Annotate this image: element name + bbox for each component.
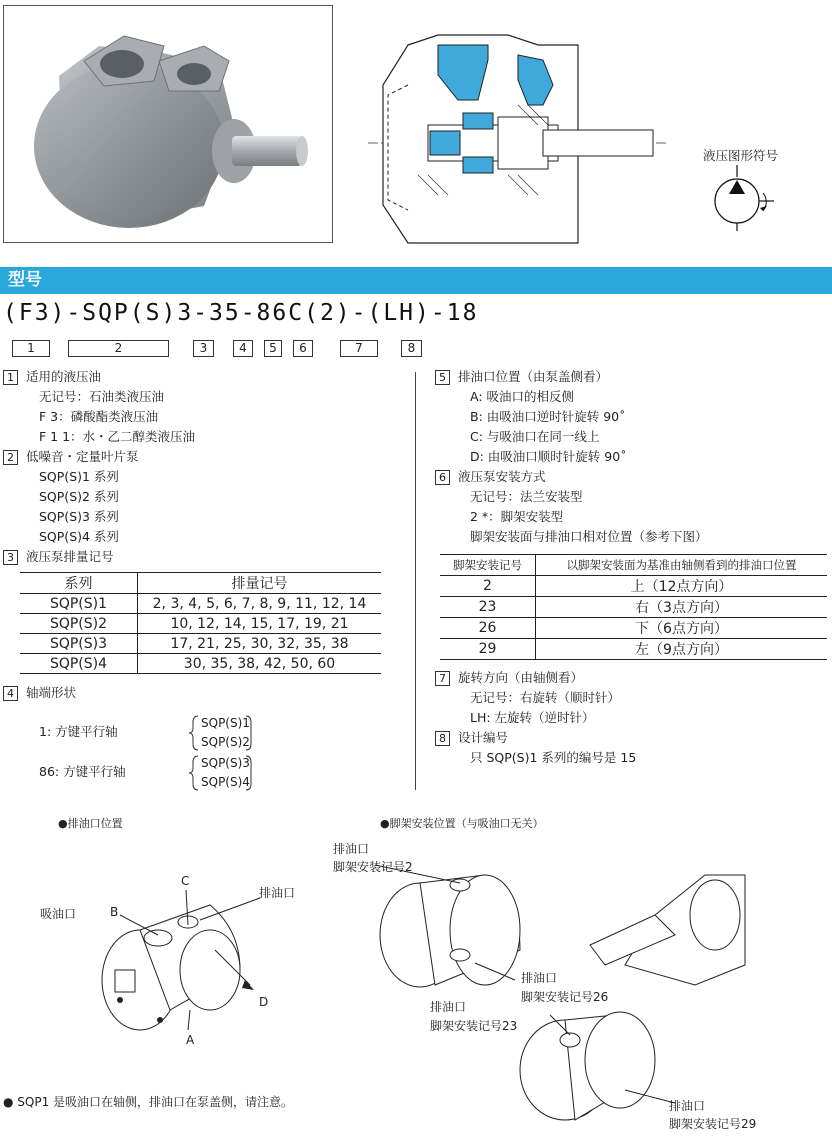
item2-line: SQP(S)1 系列 xyxy=(39,469,119,484)
shaft-series: SQP(S)2 xyxy=(201,735,250,749)
table-row: 2 上（12点方向） xyxy=(440,576,827,597)
shaft-series: SQP(S)4 xyxy=(201,775,250,789)
item5-heading: 5 排油口位置（由泵盖侧看） xyxy=(435,367,608,387)
table-row: SQP(S)1 2, 3, 4, 5, 6, 7, 8, 9, 11, 12, 14 xyxy=(20,594,381,614)
item7-heading: 7 旋转方向（由轴侧看） xyxy=(435,668,583,688)
code-box-3: 3 xyxy=(193,340,214,357)
foot-mark-23-label: 脚架安装记号23 xyxy=(430,1019,518,1033)
code-box-8: 8 xyxy=(401,340,422,357)
code-box-6: 6 xyxy=(293,340,313,357)
table3-header: 系列 xyxy=(20,573,138,594)
item7-line: 无记号：右旋转（顺时针） xyxy=(470,690,621,705)
code-box-7: 7 xyxy=(340,340,378,357)
foot-discharge-label: 排油口 xyxy=(669,1099,706,1113)
section-title: 型号 xyxy=(0,267,832,294)
code-box-2: 2 xyxy=(68,340,169,357)
pump-photo-frame xyxy=(3,5,333,243)
code-box-5: 5 xyxy=(264,340,282,357)
position-label-a: A xyxy=(186,1033,195,1047)
item6-line: 无记号：法兰安装型 xyxy=(470,489,583,504)
item4-heading: 4 轴端形状 xyxy=(3,683,76,703)
shaft-series: SQP(S)1 xyxy=(201,716,250,730)
item5-line: D: 由吸油口顺时针旋转 90˚ xyxy=(470,449,627,464)
column-divider xyxy=(415,372,416,790)
table-row: 23 右（3点方向） xyxy=(440,597,827,618)
item2-heading: 2 低噪音・定量叶片泵 xyxy=(3,447,139,467)
table6-header: 脚架安装记号 xyxy=(440,555,536,576)
foot-mark-2-label: 脚架安装记号2 xyxy=(333,860,413,874)
item5-line: C: 与吸油口在同一线上 xyxy=(470,429,600,444)
foot-mark-26-label: 脚架安装记号26 xyxy=(521,990,609,1004)
table-row: SQP(S)2 10, 12, 14, 15, 17, 19, 21 xyxy=(20,614,381,634)
shaft-series: SQP(S)3 xyxy=(201,756,250,770)
hydraulic-pump-symbol xyxy=(710,165,780,233)
suction-port-label: 吸油口 xyxy=(40,907,77,921)
item8-line: 只 SQP(S)1 系列的编号是 15 xyxy=(470,750,637,765)
foot-mark-29-label: 脚架安装记号29 xyxy=(669,1117,757,1131)
table3-header: 排量记号 xyxy=(138,573,382,594)
table-row: SQP(S)4 30, 35, 38, 42, 50, 60 xyxy=(20,654,381,674)
foot-discharge-label: 排油口 xyxy=(333,842,370,856)
item5-line: A: 吸油口的相反侧 xyxy=(470,389,575,404)
code-box-1: 1 xyxy=(12,340,50,357)
item2-line: SQP(S)2 系列 xyxy=(39,489,119,504)
pump-section-drawing xyxy=(368,5,668,250)
foot-discharge-label: 排油口 xyxy=(430,1000,467,1014)
item2-line: SQP(S)3 系列 xyxy=(39,509,119,524)
displacement-table xyxy=(20,572,381,674)
foot-position-title: ●脚架安装位置（与吸油口无关） xyxy=(380,817,544,830)
model-code: (F3)-SQP(S)3-35-86C(2)-(LH)-18 xyxy=(3,300,479,326)
item6-line: 脚架安装面与排油口相对位置（参考下图） xyxy=(470,529,708,544)
foot-mount-table xyxy=(440,554,827,660)
position-label-c: C xyxy=(181,874,190,888)
table6-header: 以脚架安装面为基准由轴侧看到的排油口位置 xyxy=(536,555,828,576)
item7-line: LH: 左旋转（逆时针） xyxy=(470,710,595,725)
table-row: 29 左（9点方向） xyxy=(440,639,827,660)
position-label-b: B xyxy=(110,905,119,919)
table-row: 26 下（6点方向） xyxy=(440,618,827,639)
code-box-4: 4 xyxy=(233,340,253,357)
discharge-position-title: ●排油口位置 xyxy=(58,817,123,830)
position-label-d: D xyxy=(259,995,269,1009)
bottom-note: ● SQP1 是吸油口在轴侧，排油口在泵盖侧，请注意。 xyxy=(3,1095,294,1109)
item1-line: F 1 1：水・乙二醇类液压油 xyxy=(39,429,196,444)
hydraulic-symbol-label: 液压图形符号 xyxy=(703,148,779,163)
pump-photo xyxy=(4,6,332,242)
item5-line: B: 由吸油口逆时针旋转 90˚ xyxy=(470,409,626,424)
item6-heading: 6 液压泵安装方式 xyxy=(435,467,546,487)
discharge-port-label: 排油口 xyxy=(259,886,296,900)
table-row: SQP(S)3 17, 21, 25, 30, 32, 35, 38 xyxy=(20,634,381,654)
item1-line: 无记号：石油类液压油 xyxy=(39,389,165,404)
shaft-option-1: 1: 方键平行轴 xyxy=(39,724,118,739)
item8-heading: 8 设计编号 xyxy=(435,728,508,748)
item3-heading: 3 液压泵排量记号 xyxy=(3,547,114,567)
item1-line: F 3：磷酸酯类液压油 xyxy=(39,409,159,424)
shaft-option-86: 86: 方键平行轴 xyxy=(39,764,126,779)
item2-line: SQP(S)4 系列 xyxy=(39,529,119,544)
foot-discharge-label: 排油口 xyxy=(521,971,558,985)
item6-line: 2 *：脚架安装型 xyxy=(470,509,564,524)
item1-heading: 1 适用的液压油 xyxy=(3,367,101,387)
